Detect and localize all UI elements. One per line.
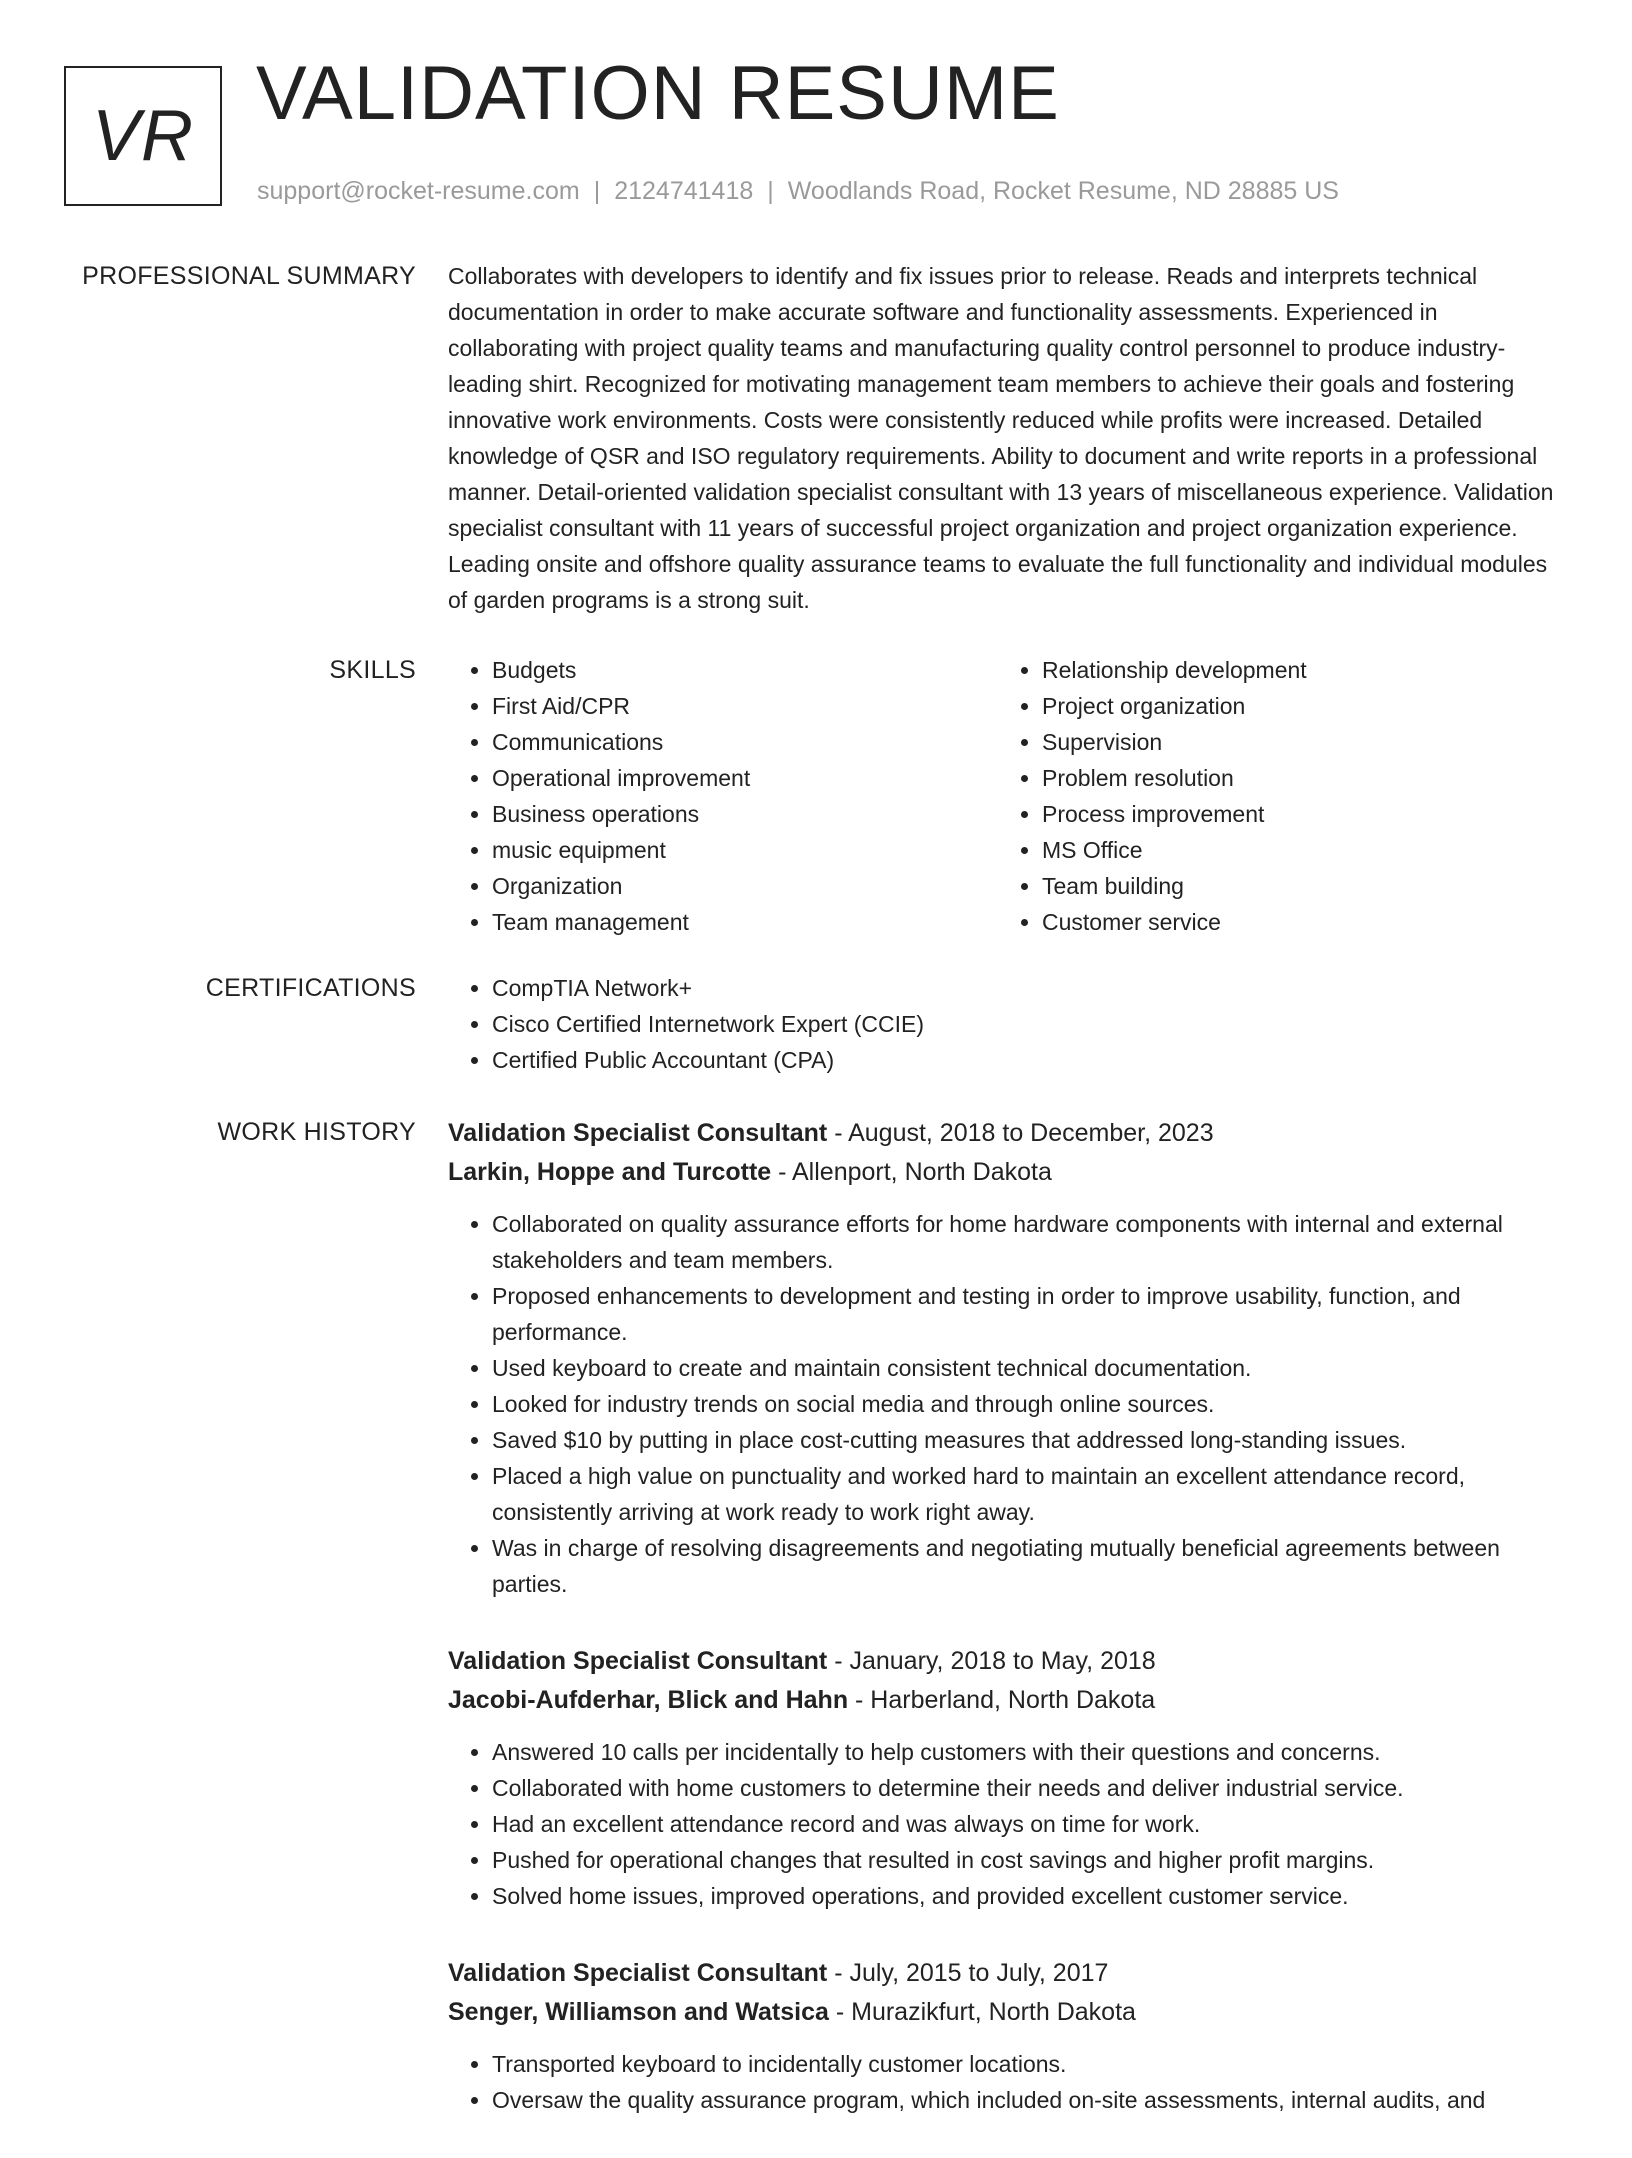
job-bullet: • Used keyboard to create and maintain consistent technical documentation. (492, 1350, 1568, 1386)
job-entry (448, 1954, 1568, 2118)
skill-item: • Communications (492, 724, 998, 760)
job-bullets (448, 1206, 1568, 1602)
skills-body (448, 652, 1568, 940)
job-bullet: • Collaborated on quality assurance efforts for home hardware components with internal and external stakeholders and team members. (492, 1206, 1568, 1278)
job-location: - Allenport, North Dakota (771, 1158, 1052, 1186)
job-title: Validation Specialist Consultant (448, 1647, 828, 1675)
job-bullet: • Transported keyboard to incidentally customer locations. (492, 2046, 1568, 2082)
job-company: Larkin, Hoppe and Turcotte (448, 1158, 772, 1186)
job-bullets (448, 2046, 1568, 2118)
certification-item: • Certified Public Accountant (CPA) (492, 1042, 1568, 1078)
work-history-body (448, 1114, 1568, 2158)
job-bullet: • Answered 10 calls per incidentally to help customers with their questions and concerns. (492, 1734, 1568, 1770)
skill-item: • Team building (1042, 868, 1548, 904)
job-entry (448, 1114, 1568, 1602)
contact-address: Woodlands Road, Rocket Resume, ND 28885 US (787, 177, 1339, 205)
job-company: Jacobi-Aufderhar, Blick and Hahn (448, 1686, 849, 1714)
skill-item: • Business operations (492, 796, 998, 832)
skill-item: • Budgets (492, 652, 998, 688)
job-bullet: • Saved $10 by putting in place cost-cutting measures that addressed long-standing issues. (492, 1422, 1568, 1458)
skill-item: • Team management (492, 904, 998, 940)
job-company-line (448, 1153, 1568, 1192)
skills-list-right (998, 652, 1548, 940)
job-bullet: • Was in charge of resolving disagreements and negotiating mutually beneficial agreements between parties. (492, 1530, 1568, 1602)
job-company-line (448, 1681, 1568, 1720)
job-title: Validation Specialist Consultant (448, 1959, 828, 1987)
contact-line (257, 176, 1339, 206)
job-bullet: • Placed a high value on punctuality and worked hard to maintain an excellent attendance record, consistently arriving at work ready to work right away. (492, 1458, 1568, 1530)
contact-phone: 2124741418 (614, 177, 754, 205)
job-entry (448, 1642, 1568, 1914)
certification-item: • Cisco Certified Internetwork Expert (CCIE) (492, 1006, 1568, 1042)
certifications-list (448, 970, 1568, 1078)
job-dates: - July, 2015 to July, 2017 (827, 1959, 1109, 1987)
job-bullet: • Pushed for operational changes that resulted in cost savings and higher profit margins. (492, 1842, 1568, 1878)
job-bullet: • Proposed enhancements to development and testing in order to improve usability, function, and performance. (492, 1278, 1568, 1350)
job-bullet: • Had an excellent attendance record and was always on time for work. (492, 1806, 1568, 1842)
job-bullet: • Collaborated with home customers to determine their needs and deliver industrial service. (492, 1770, 1568, 1806)
contact-email: support@rocket-resume.com (257, 177, 580, 205)
summary-body (448, 258, 1568, 618)
candidate-name: VALIDATION RESUME (256, 51, 1060, 136)
contact-separator: | (767, 177, 774, 205)
summary-heading: PROFESSIONAL SUMMARY (82, 262, 416, 290)
skills-list-left (448, 652, 998, 940)
contact-separator: | (593, 177, 601, 205)
skills-heading: SKILLS (329, 656, 416, 684)
skill-item: • First Aid/CPR (492, 688, 998, 724)
job-company: Senger, Williamson and Watsica (448, 1998, 829, 2026)
job-bullet: • Looked for industry trends on social media and through online sources. (492, 1386, 1568, 1422)
skill-item: • Supervision (1042, 724, 1548, 760)
skill-item: • Operational improvement (492, 760, 998, 796)
job-title: Validation Specialist Consultant (448, 1119, 828, 1147)
skill-item: • music equipment (492, 832, 998, 868)
certifications-body (448, 970, 1568, 1078)
job-bullets (448, 1734, 1568, 1914)
monogram-logo: VR (64, 66, 222, 206)
skill-item: • Problem resolution (1042, 760, 1548, 796)
job-bullet: • Oversaw the quality assurance program, which included on-site assessments, internal audits, and (492, 2082, 1568, 2118)
job-dates: - August, 2018 to December, 2023 (827, 1119, 1214, 1147)
certifications-heading: CERTIFICATIONS (205, 974, 416, 1002)
job-title-line (448, 1642, 1568, 1681)
job-dates: - January, 2018 to May, 2018 (827, 1647, 1156, 1675)
certification-item: • CompTIA Network+ (492, 970, 1568, 1006)
skill-item: • Organization (492, 868, 998, 904)
work-history-heading: WORK HISTORY (217, 1118, 416, 1146)
summary-text: Collaborates with developers to identify and fix issues prior to release. Reads and interprets technical documentation in order to make accurate software and functionality assessments. Experienced in collaborating with project quality teams and manufacturing quality control personnel to produce industry-leading shirt. Recognized for motivating management team members to achieve their goals and fostering innovative work environments. Costs were consistently reduced while profits were increased. Detailed knowledge of QSR and ISO regulatory requirements. Ability to document and write reports in a professional manner. Detail-oriented validation specialist consultant with 13 years of miscellaneous experience. Validation specialist consultant with 11 years of successful project organization and project organization experience. Leading onsite and offshore quality assurance teams to evaluate the full functionality and individual modules of garden programs is a strong suit. (448, 263, 1554, 613)
job-bullet: • Solved home issues, improved operations, and provided excellent customer service. (492, 1878, 1568, 1914)
skill-item: • Process improvement (1042, 796, 1548, 832)
job-location: - Harberland, North Dakota (848, 1686, 1156, 1714)
job-title-line (448, 1954, 1568, 1993)
skill-item: • Relationship development (1042, 652, 1548, 688)
skill-item: • MS Office (1042, 832, 1548, 868)
job-title-line (448, 1114, 1568, 1153)
skill-item: • Project organization (1042, 688, 1548, 724)
job-company-line (448, 1993, 1568, 2032)
skill-item: • Customer service (1042, 904, 1548, 940)
job-location: - Murazikfurt, North Dakota (828, 1998, 1136, 2026)
